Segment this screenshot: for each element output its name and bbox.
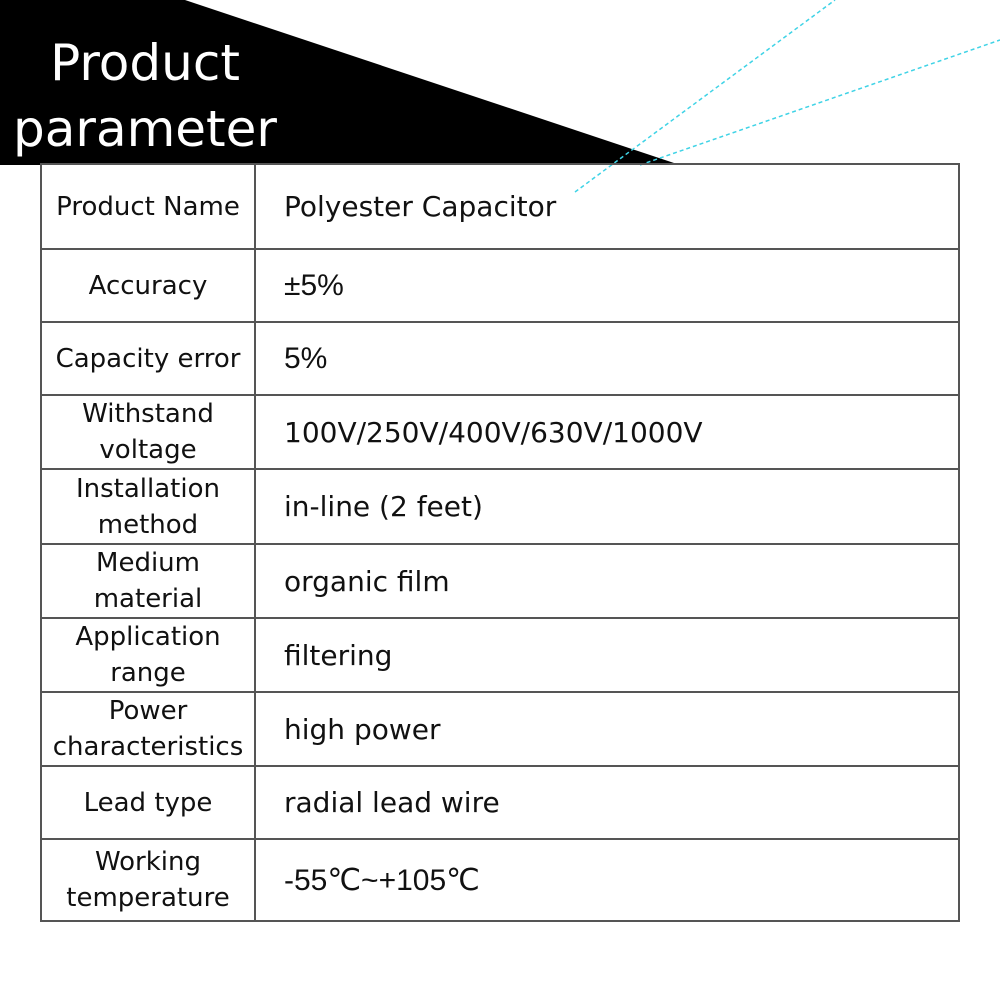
param-name: Accuracy [41,249,255,322]
product-parameter-table [40,163,960,922]
param-name: Installation method [41,469,255,544]
param-name: Working temperature [41,839,255,921]
page-title: Product parameter [13,34,277,158]
param-name: Power characteristics [41,692,255,766]
table-row [41,839,959,921]
param-name: Capacity error [41,322,255,395]
param-value: -55℃~+105℃ [255,839,959,921]
param-value: ±5% [255,249,959,322]
table-row [41,544,959,618]
table-row [41,395,959,469]
accent-line-2 [640,40,1000,165]
param-name: Product Name [41,164,255,249]
param-value: high power [255,692,959,766]
param-name: Withstand voltage [41,395,255,469]
param-value: radial lead wire [255,766,959,839]
param-value: organic film [255,544,959,618]
param-value: Polyester Capacitor [255,164,959,249]
table-row [41,164,959,249]
table-row [41,469,959,544]
param-value: filtering [255,618,959,692]
table-row [41,322,959,395]
param-value: 100V/250V/400V/630V/1000V [255,395,959,469]
table-row [41,249,959,322]
table-row [41,618,959,692]
param-name: Lead type [41,766,255,839]
param-value: 5% [255,322,959,395]
table-row [41,766,959,839]
table-row [41,692,959,766]
param-name: Application range [41,618,255,692]
param-value: in-line (2 feet) [255,469,959,544]
param-name: Medium material [41,544,255,618]
